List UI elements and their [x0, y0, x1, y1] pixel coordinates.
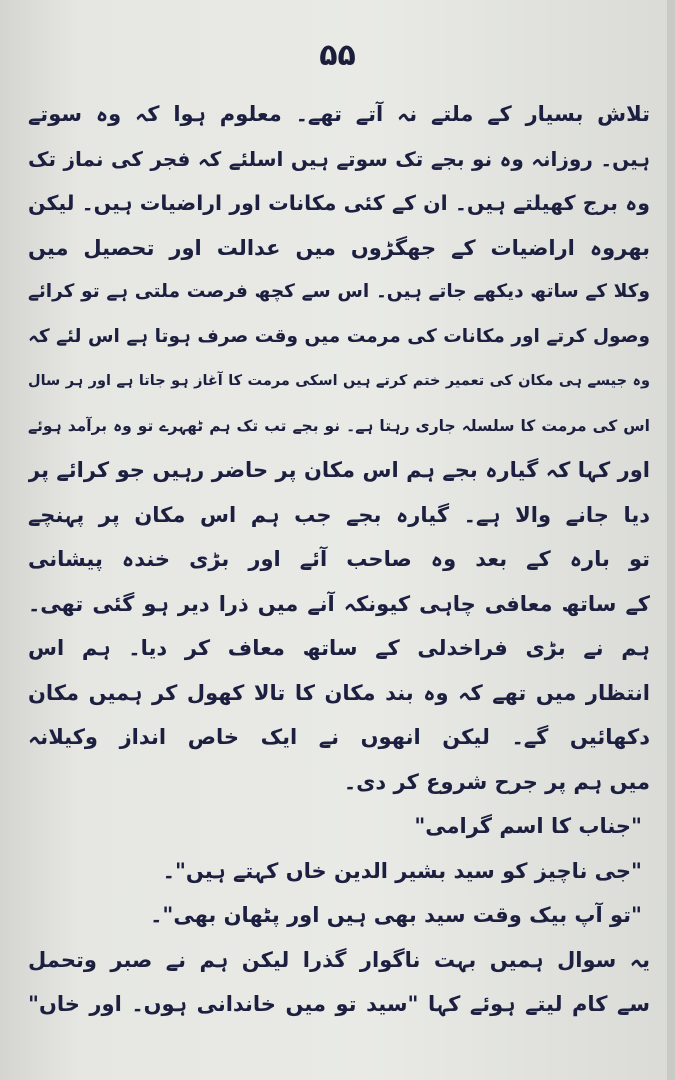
page-body-text	[28, 92, 650, 1027]
text-line-8: اس کی مرمت کا سلسلہ جاری رہتا ہے۔ نو بجے تب تک ہم ٹھہرے تو وہ برآمد ہوئے	[28, 416, 650, 435]
text-line-14: انتظار میں تھے کہ وہ بند مکان کا تالا کھول کر ہمیں مکان	[28, 680, 650, 705]
text-line-5: وکلا کے ساتھ دیکھے جاتے ہیں۔ اس سے کچھ فرصت ملتی ہے تو کرائے	[28, 281, 650, 302]
dialogue-line-3: "تو آپ بیک وقت سید بھی ہیں اور پٹھان بھی"۔	[150, 903, 642, 927]
text-line-21: سے کام لیتے ہوئے کہا "سید تو میں خاندانی ہوں۔ اور خاں"	[28, 992, 650, 1016]
text-line-11: تو بارہ کے بعد وہ صاحب آئے اور بڑی خندہ پیشانی	[28, 547, 650, 571]
text-line-10: دیا جانے والا ہے۔ گیارہ بجے جب ہم اس مکان پر پہنچے	[28, 502, 650, 527]
text-line-4: بھروہ اراضیات کے جھگڑوں میں عدالت اور تحصیل میں	[28, 235, 650, 260]
text-line-15: دکھائیں گے۔ لیکن انھوں نے ایک خاص انداز وکیلانہ	[28, 725, 650, 749]
text-line-3: وہ برج کھیلتے ہیں۔ ان کے کئی مکانات اور اراضیات ہیں۔ لیکن	[28, 191, 650, 215]
text-line-7: وہ جیسے ہی مکان کی تعمیر ختم کرتے ہیں اسکی مرمت کا آغاز ہو جاتا ہے اور ہر سال	[28, 373, 650, 389]
text-line-2: ہیں۔ روزانہ وہ نو بجے تک سوتے ہیں اسلئے کہ فجر کی نماز تک	[28, 146, 650, 171]
page-number: ۵۵	[319, 38, 356, 73]
dialogue-line-2: "جی ناچیز کو سید بشیر الدین خاں کہتے ہیں"۔	[162, 858, 642, 883]
text-line-6: وصول کرتے اور مکانات کی مرمت میں وقت صرف ہوتا ہے اس لئے کہ	[28, 325, 650, 347]
text-line-20: یہ سوال ہمیں بہت ناگوار گذرا لیکن ہم نے صبر وتحمل	[28, 947, 650, 972]
dialogue-line-1: "جناب کا اسم گرامی"	[414, 814, 642, 838]
text-line-16: میں ہم پر جرح شروع کر دی۔	[343, 769, 650, 794]
text-line-1: تلاش بسیار کے ملتے نہ آتے تھے۔ معلوم ہوا کہ وہ سوتے	[28, 102, 650, 126]
text-line-9: اور کہا کہ گیارہ بجے ہم اس مکان پر حاضر رہیں جو کرائے پر	[28, 458, 650, 482]
page-edge-shadow	[667, 0, 675, 1080]
text-line-13: ہم نے بڑی فراخدلی کے ساتھ معاف کر دیا۔ ہم اس	[28, 636, 650, 660]
text-line-12: کے ساتھ معافی چاہی کیونکہ آنے میں ذرا دیر ہو گئی تھی۔	[28, 591, 650, 616]
